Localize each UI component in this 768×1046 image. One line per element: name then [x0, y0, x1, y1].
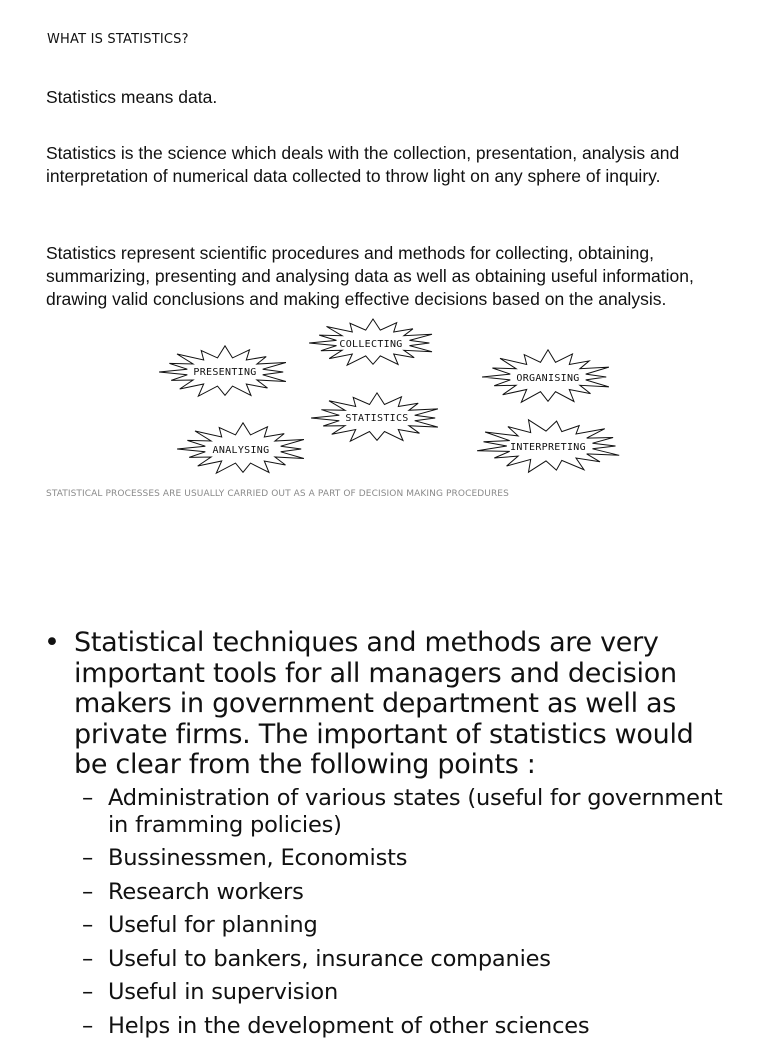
dash-marker: – — [82, 878, 94, 905]
node-label-collecting: COLLECTING — [339, 339, 403, 350]
list-item — [82, 979, 744, 1006]
list-item-text: Research workers — [108, 878, 304, 905]
list-item-text: Useful for planning — [108, 912, 318, 938]
star-interpreting — [477, 420, 619, 472]
list-item — [82, 879, 744, 906]
paragraph-definition-procedures: Statistics represent scientific procedures and methods for collecting, obtaining, summarizing, presenting and analysing data as well as obtaining useful information, drawing valid conclusions and making effective decisions based on the analysis. — [46, 243, 694, 309]
star-analysing — [177, 423, 304, 473]
bullet-marker: • — [44, 627, 60, 658]
node-label-organising: ORGANISING — [516, 373, 580, 384]
list-item — [82, 946, 744, 973]
star-collecting — [309, 319, 432, 365]
list-item-text: Helps in the development of other sciences — [108, 1012, 590, 1039]
node-label-statistics: STATISTICS — [345, 413, 409, 424]
bullet-text: Statistical techniques and methods are very important tools for all managers and decision makers in government department as well as private firms. The important of statistics would be clear from the following points : — [74, 627, 694, 780]
diagram-caption: STATISTICAL PROCESSES ARE USUALLY CARRIED OUT AS A PART OF DECISION MAKING PROCEDURES — [46, 489, 509, 499]
list-item-text: Useful in supervision — [108, 979, 339, 1005]
list-item-text: Useful to bankers, insurance companies — [108, 945, 551, 972]
list-item — [82, 912, 744, 939]
paragraph-definition-short: Statistics means data. — [46, 87, 218, 107]
dash-marker: – — [82, 845, 94, 871]
dash-marker: – — [82, 784, 94, 811]
bullet-item — [44, 628, 744, 781]
list-item-text: Bussinessmen, Economists — [108, 845, 408, 871]
list-item — [82, 1013, 744, 1040]
sub-list — [44, 785, 744, 1040]
list-item — [82, 785, 744, 839]
star-presenting — [159, 346, 286, 396]
star-organising — [482, 350, 609, 402]
paragraph-definition-science: Statistics is the science which deals with the collection, presentation, analysis and interpretation of numerical data collected to throw light on any sphere of inquiry. — [46, 143, 680, 186]
star-statistics-center — [311, 393, 438, 441]
node-label-analysing: ANALYSING — [212, 445, 270, 456]
dash-marker: – — [82, 979, 94, 1005]
node-label-presenting: PRESENTING — [193, 367, 257, 378]
node-label-interpreting: INTERPRETING — [510, 442, 586, 453]
statistics-process-diagram — [0, 0, 768, 480]
dash-marker: – — [82, 1012, 94, 1039]
list-item-text: Administration of various states (useful for government in framming policies) — [108, 784, 723, 838]
dash-marker: – — [82, 945, 94, 972]
importance-section — [44, 628, 744, 1046]
dash-marker: – — [82, 912, 94, 938]
page-title: WHAT IS STATISTICS? — [47, 32, 189, 47]
list-item — [82, 845, 744, 872]
